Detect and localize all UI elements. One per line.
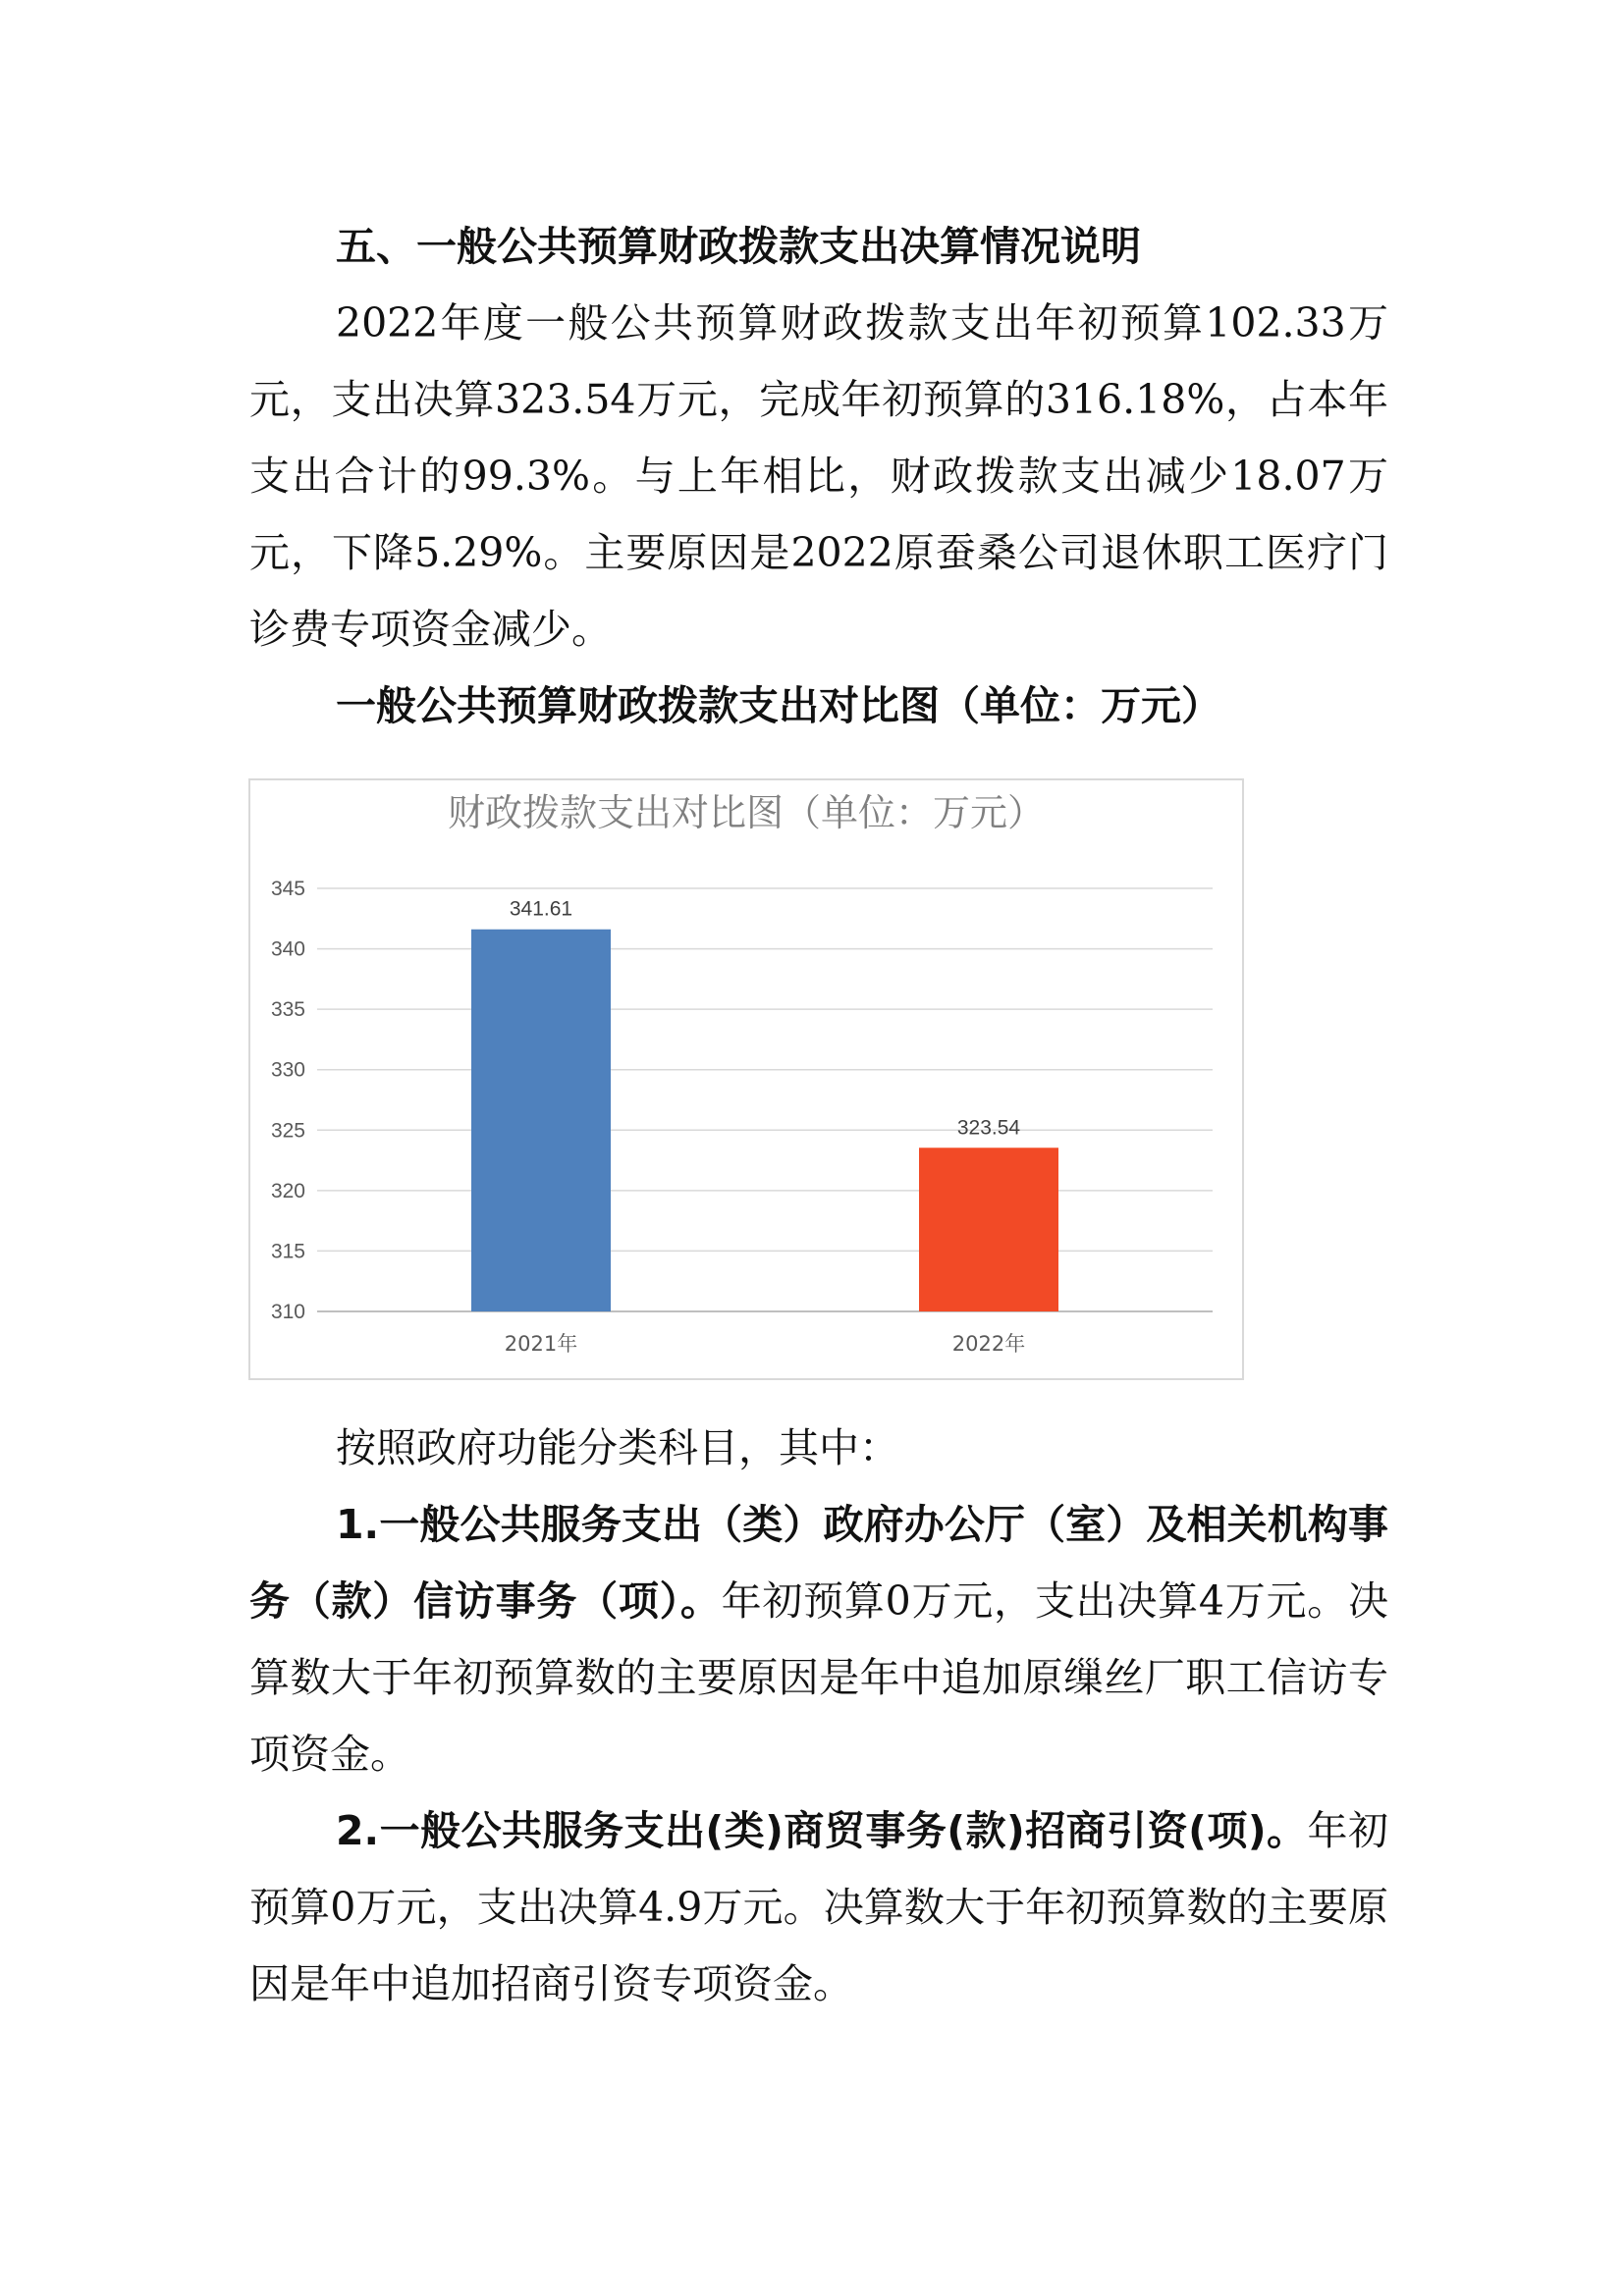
y-tick-label: 320 xyxy=(270,1179,305,1202)
x-axis-labels xyxy=(505,1332,1025,1356)
budget-paragraph: 2022年度一般公共预算财政拨款支出年初预算102.33万元，支出决算323.54万元，完成年初预算的316.18%，占本年支出合计的99.3%。与上年相比，财政拨款支出减少18.07万元，下降5.29%。主要原因是2022原蚕桑公司退休职工医疗门诊费专项资金减少。 xyxy=(249,299,1388,653)
function-item-2-body: 年初预算0万元，支出决算4.9万元。决算数大于年初预算数的主要原因是年中追加招商引资专项资金。 xyxy=(249,1807,1389,2007)
y-tick-label: 310 xyxy=(270,1301,305,1323)
data-label: 323.54 xyxy=(956,1116,1021,1140)
function-item-1-title: 1.一般公共服务支出（类）政府办公厅（室）及相关机构事务（款）信访事务（项）。 xyxy=(249,1501,1388,1625)
y-axis-ticks xyxy=(271,878,305,1323)
chart-canvas xyxy=(250,780,1242,1378)
chart-title: 财政拨款支出对比图（单位：万元） xyxy=(447,791,1046,834)
bar-2022年 xyxy=(919,1148,1058,1311)
section-heading: 五、一般公共预算财政拨款支出决算情况说明 xyxy=(336,223,1141,270)
chart-heading: 一般公共预算财政拨款支出对比图（单位：万元） xyxy=(336,682,1221,729)
data-label: 341.61 xyxy=(509,897,573,921)
bar-chart xyxy=(248,778,1244,1380)
y-tick-label: 340 xyxy=(270,937,305,961)
function-item-2-title: 2.一般公共服务支出(类)商贸事务(款)招商引资(项)。 xyxy=(336,1807,1308,1854)
x-category-label: 2021年 xyxy=(504,1332,578,1356)
y-tick-label: 345 xyxy=(270,878,305,900)
y-tick-label: 335 xyxy=(270,998,305,1022)
x-category-label: 2022年 xyxy=(951,1332,1026,1356)
y-tick-label: 325 xyxy=(270,1119,305,1143)
function-item-2 xyxy=(249,1792,1388,2022)
chart-gridlines xyxy=(317,888,1213,1311)
y-tick-label: 330 xyxy=(270,1058,305,1082)
functions-intro: 按照政府功能分类科目，其中： xyxy=(336,1424,899,1471)
function-item-1 xyxy=(249,1486,1388,1792)
bar-2021年 xyxy=(471,930,611,1311)
y-tick-label: 315 xyxy=(270,1240,305,1263)
function-item-1-body: 年初预算0万元，支出决算4万元。决算数大于年初预算数的主要原因是年中追加原缫丝厂职工信访专项资金。 xyxy=(249,1577,1388,1778)
